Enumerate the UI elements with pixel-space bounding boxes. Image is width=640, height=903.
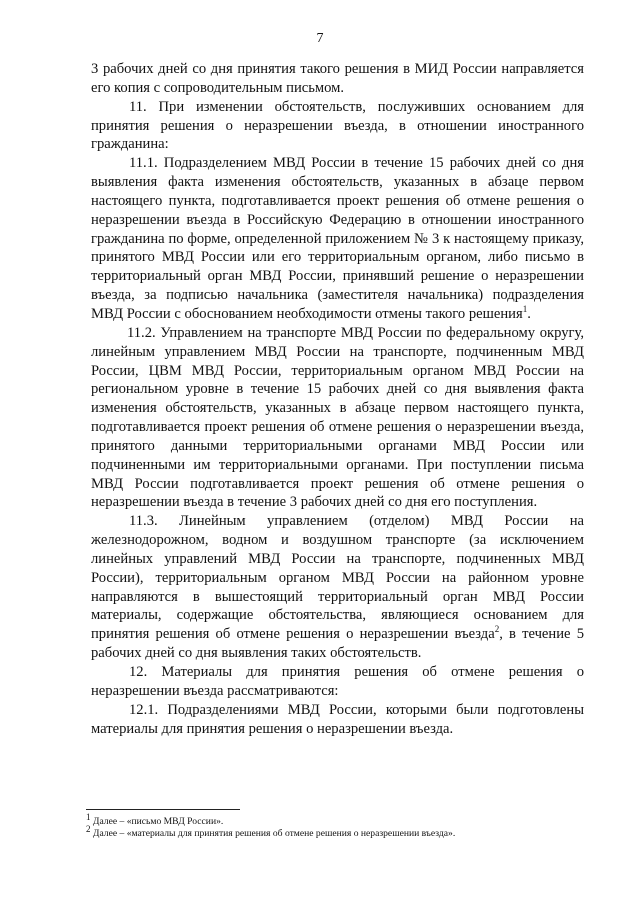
page-number: 7 [316,31,324,46]
paragraph-12-1: 12.1. Подразделениями МВД России, которыми были подготовлены материалы для принятия решения о неразрешении въезда. [91,701,584,737]
footnote-ref-1: 1 [522,304,528,315]
paragraph-11: 11. При изменении обстоятельств, послуживших основанием для принятия решения о неразрешении въезда, в отношении иностранного гражданина: [91,98,584,153]
footnote-1: $^1$ Далее – «письмо МВД России». [86,811,224,827]
footnotes [86,811,606,840]
footnote-ref-2: 2 [494,624,500,635]
document-body [91,60,584,738]
footnote-divider [86,809,240,810]
paragraph-11-1: 11.1. Подразделением МВД России в течение 15 рабочих дней со дня выявления факта изменения обстоятельств, указанных в абзаце первом настоящего пункта, подготавливается проект решения об отмене решения о неразрешении въезда в Российскую Федерацию в отношении иностранного гражданина по форме, определенной приложением № 3 к настоящему приказу, принятого МВД России или его территориальным органом, либо письмо в территориальный орган МВД России, принявший решение о неразрешении въезда, за подписью начальника (заместителя начальника) подразделения МВД России с обоснованием необходимости отмены такого решения$^1$. [91,155,584,322]
paragraph-continuation: 3 рабочих дней со дня принятия такого решения в МИД России направляется его копия с сопроводительным письмом. [91,61,584,96]
paragraph-11-3: 11.3. Линейным управлением (отделом) МВД России на железнодорожном, водном и воздушном транспорте (за исключением линейных управлений МВД России на транспорте, подчиненных МВД России), территориальным органом МВД России на районном уровне направляются в вышестоящий территориальный орган МВД России материалы, содержащие обстоятельства, являющиеся основанием для принятия решения об отмене решения о неразрешении въезда$^2$, в течение 5 рабочих дней со дня выявления таких обстоятельств. [91,513,584,662]
footnote-2: $^2$ Далее – «материалы для принятия решения об отмене решения о неразрешении въезда». [86,823,456,839]
paragraph-11-2: 11.2. Управлением на транспорте МВД России по федеральному округу, линейным управлением МВД России на транспорте, подчиненным МВД России, ЦВМ МВД России, территориальным органом МВД России на региональном уровне в течение 15 рабочих дней со дня выявления факта изменения обстоятельств, указанных в абзаце первом настоящего пункта, подготавливается проект решения об отмене решения о неразрешении въезда, принятого данными территориальными органами МВД России или подчиненными им территориальными органами. При поступлении письма МВД России подготавливается проект решения об отмене решения о неразрешении въезда в течение 3 рабочих дней со дня его поступления. [91,324,584,511]
paragraph-12: 12. Материалы для принятия решения об отмене решения о неразрешении въезда рассматриваются: [91,664,584,699]
